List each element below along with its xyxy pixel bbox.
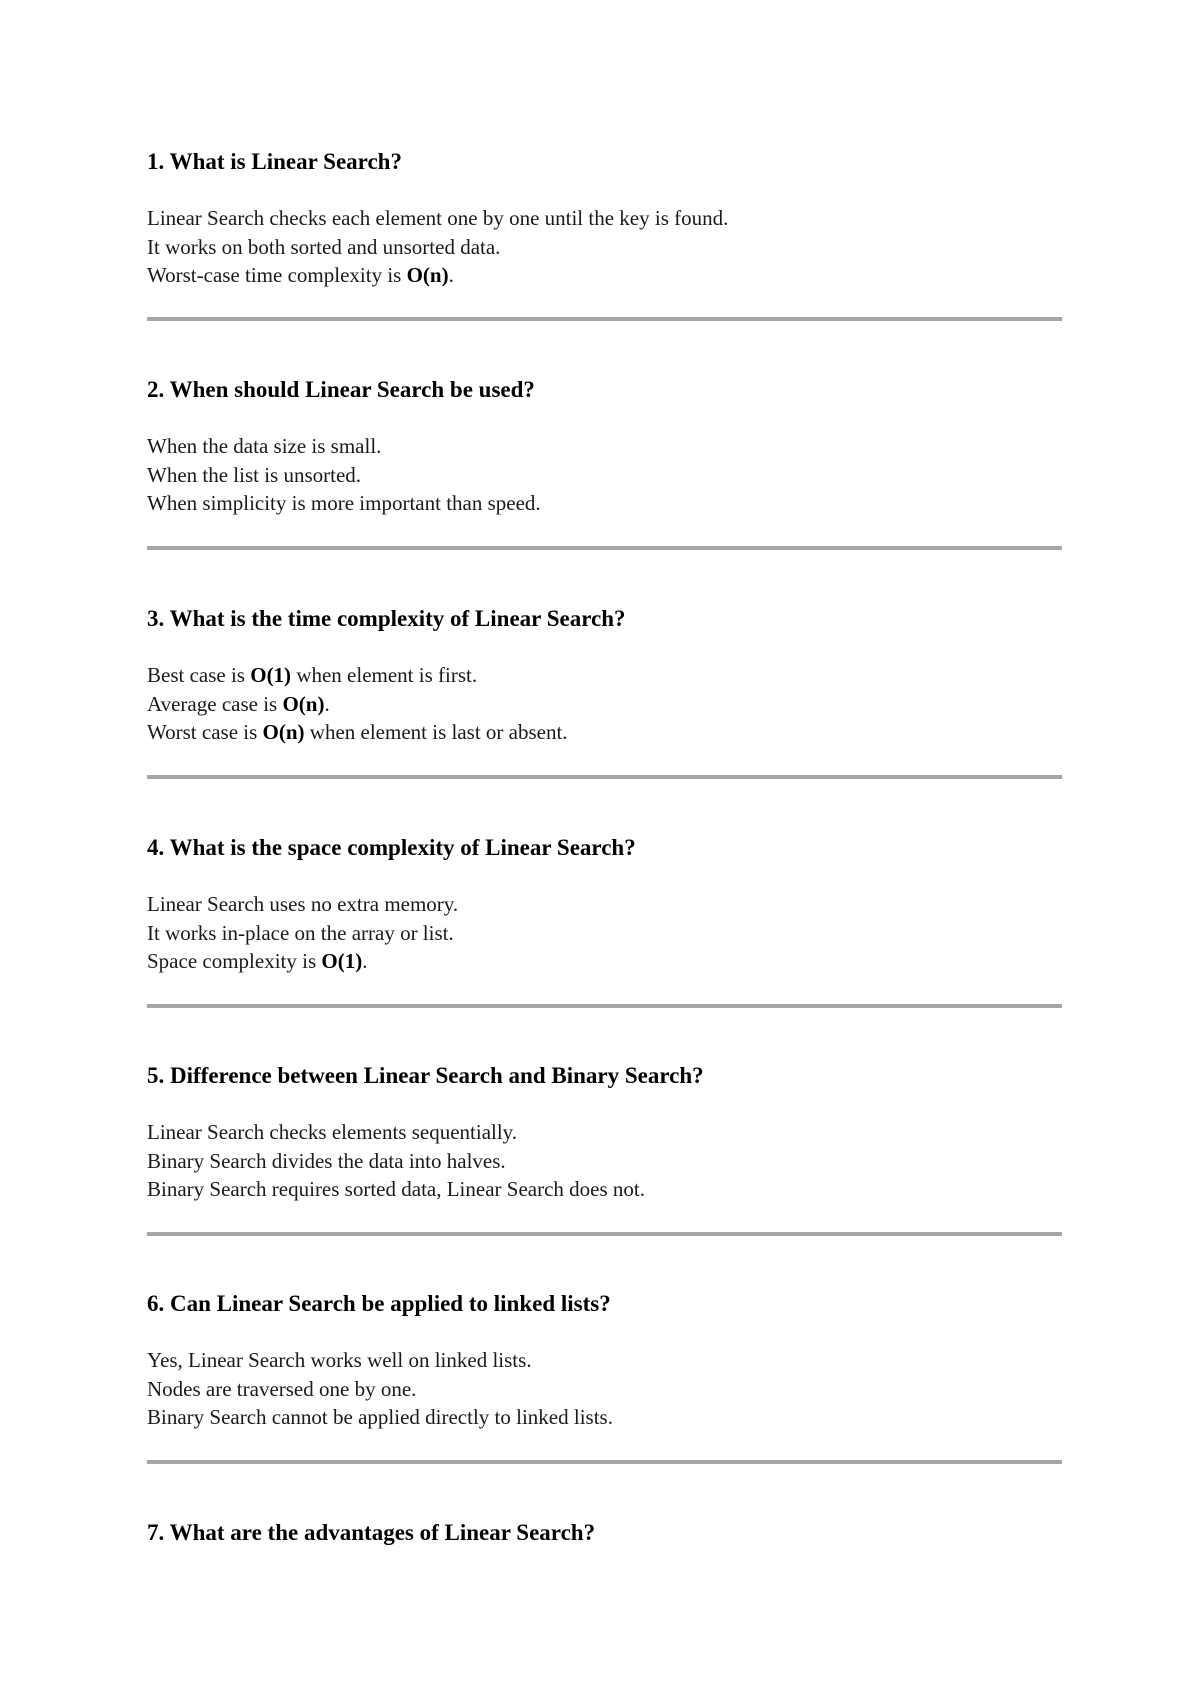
answer-text: Average case is	[147, 691, 283, 716]
complexity-notation: O(1)	[321, 949, 363, 973]
answer-line: Nodes are traversed one by one.	[147, 1376, 417, 1401]
qa-section-3	[147, 605, 1062, 747]
answer-lines	[147, 204, 1062, 290]
complexity-notation: O(n)	[282, 691, 325, 716]
answer-line: Binary Search requires sorted data, Linear Search does not.	[147, 1177, 645, 1201]
answer-text: .	[362, 949, 368, 973]
qa-section-6	[147, 1290, 1062, 1432]
section-divider	[147, 1460, 1062, 1464]
answer-line	[147, 261, 1062, 290]
answer-text: when element is last or absent.	[304, 720, 568, 744]
section-divider	[147, 317, 1062, 321]
answer-text: .	[448, 263, 454, 287]
answer-line: It works in-place on the array or list.	[147, 920, 454, 945]
answer-line: Linear Search checks each element one by one until the key is found.	[147, 206, 729, 230]
question-heading: 7. What are the advantages of Linear Search?	[147, 1520, 596, 1545]
answer-line: Binary Search cannot be applied directly to linked lists.	[147, 1405, 613, 1429]
answer-line	[147, 661, 1062, 690]
answer-line	[147, 690, 1062, 719]
answer-text: Worst-case time complexity is	[147, 263, 407, 287]
answer-line	[147, 718, 1062, 747]
answer-lines	[147, 890, 1062, 976]
answer-text: Worst case is	[147, 720, 263, 744]
answer-line: Linear Search checks elements sequentially.	[147, 1120, 518, 1144]
qa-section-5	[147, 1062, 1062, 1204]
question-heading: 1. What is Linear Search?	[147, 149, 402, 174]
question-heading: 2. When should Linear Search be used?	[147, 377, 535, 402]
answer-line: When simplicity is more important than speed.	[147, 491, 541, 515]
qa-section-1	[147, 148, 1062, 290]
section-divider	[147, 1004, 1062, 1008]
qa-section-7	[147, 1519, 1062, 1547]
answer-line: It works on both sorted and unsorted data.	[147, 234, 501, 259]
answer-line: Binary Search divides the data into halves.	[147, 1148, 506, 1173]
question-heading: 3. What is the time complexity of Linear Search?	[147, 606, 626, 631]
answer-text: when element is first.	[291, 663, 478, 687]
answer-text: Space complexity is	[147, 949, 322, 973]
answer-line: Linear Search uses no extra memory.	[147, 892, 459, 916]
question-heading: 6. Can Linear Search be applied to linked lists?	[147, 1291, 611, 1316]
qa-section-2	[147, 376, 1062, 518]
answer-line	[147, 947, 1062, 976]
answer-line: Yes, Linear Search works well on linked lists.	[147, 1348, 532, 1372]
section-divider	[147, 546, 1062, 550]
answer-lines	[147, 432, 1062, 518]
answer-line: When the list is unsorted.	[147, 462, 362, 487]
complexity-notation: O(n)	[406, 263, 449, 287]
section-divider	[147, 1232, 1062, 1236]
question-heading: 4. What is the space complexity of Linear Search?	[147, 835, 636, 860]
complexity-notation: O(n)	[262, 720, 305, 744]
answer-lines	[147, 661, 1062, 747]
answer-text: Best case is	[147, 663, 251, 687]
answer-lines	[147, 1346, 1062, 1432]
qa-section-4	[147, 834, 1062, 976]
answer-lines	[147, 1118, 1062, 1204]
section-divider	[147, 775, 1062, 779]
question-heading: 5. Difference between Linear Search and Binary Search?	[147, 1063, 704, 1088]
answer-line: When the data size is small.	[147, 434, 382, 458]
complexity-notation: O(1)	[250, 663, 292, 687]
answer-text: .	[324, 691, 330, 716]
